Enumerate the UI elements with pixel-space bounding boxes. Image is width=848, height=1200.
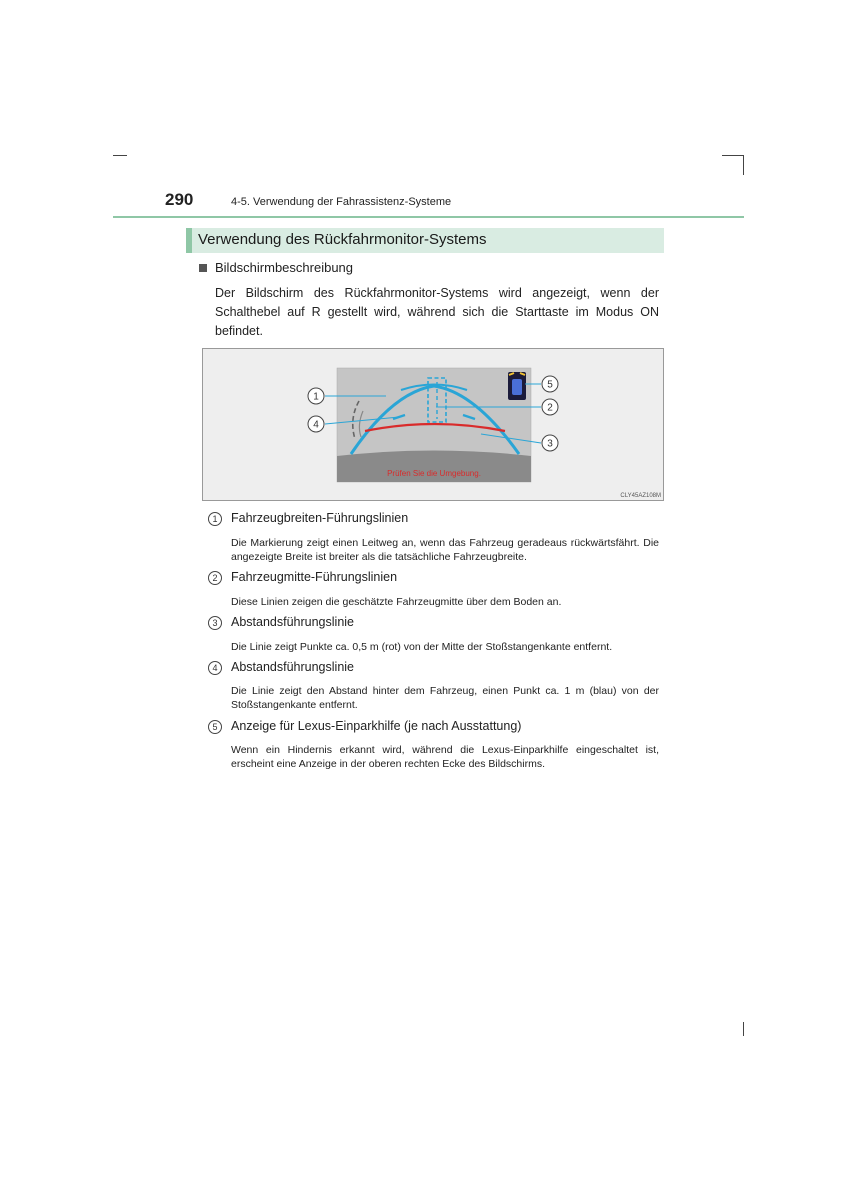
legend-desc-1: Die Markierung zeigt einen Leitweg an, wenn das Fahrzeug geradeaus rückwärtsfährt. Die angezeigte Breite ist breiter als die tatsächliche Fahrzeugbreite. xyxy=(231,537,659,563)
legend-title-4: Abstandsführungslinie xyxy=(231,660,354,674)
legend-title-2: Fahrzeugmitte-Führungslinien xyxy=(231,570,398,584)
callout-4 xyxy=(308,416,324,432)
callout-1 xyxy=(308,388,324,404)
svg-text:4: 4 xyxy=(313,419,319,431)
callout-2 xyxy=(542,399,558,415)
legend-number-4: 4 xyxy=(208,661,222,675)
legend-number-1: 1 xyxy=(208,512,222,526)
figure-code: CLY45AZ108M xyxy=(620,493,661,499)
legend-desc-2: Diese Linien zeigen die geschätzte Fahrzeugmitte über dem Boden an. xyxy=(231,596,562,608)
legend-number-3: 3 xyxy=(208,616,222,630)
chapter-title: 4-5. Verwendung der Fahrassistenz-Systeme xyxy=(231,196,452,208)
crop-mark-top-left xyxy=(113,155,127,156)
subheading: Bildschirmbeschreibung xyxy=(215,260,354,275)
intro-paragraph: Der Bildschirm des Rückfahrmonitor-Systems wird angezeigt, wenn der Schalthebel auf R gestellt wird, während sich die Starttaste im Modus ON befindet. xyxy=(215,286,659,338)
svg-text:1: 1 xyxy=(313,391,319,403)
parking-assist-icon xyxy=(508,372,526,400)
legend-title-5: Anzeige für Lexus-Einparkhilfe (je nach Ausstattung) xyxy=(231,719,522,733)
legend-desc-4: Die Linie zeigt den Abstand hinter dem Fahrzeug, einen Punkt ca. 1 m (blau) von der Stoßstangenkante entfernt. xyxy=(231,685,659,711)
section-title: Verwendung des Rückfahrmonitor-Systems xyxy=(198,231,487,248)
legend-desc-3: Die Linie zeigt Punkte ca. 0,5 m (rot) von der Mitte der Stoßstangenkante entfernt. xyxy=(231,641,613,653)
legend-title-1: Fahrzeugbreiten-Führungslinien xyxy=(231,511,409,525)
page-number: 290 xyxy=(165,190,194,209)
camera-screen-figure xyxy=(202,348,664,501)
svg-text:5: 5 xyxy=(547,379,553,391)
svg-text:3: 3 xyxy=(547,438,553,450)
screen-caption: Prüfen Sie die Umgebung. xyxy=(387,469,481,478)
legend-number-2: 2 xyxy=(208,571,222,585)
crop-mark-top-right-h xyxy=(722,155,744,156)
section-header xyxy=(186,228,664,253)
legend-title-3: Abstandsführungslinie xyxy=(231,615,354,629)
bullet-square-icon xyxy=(199,264,207,272)
legend-desc-5: Wenn ein Hindernis erkannt wird, während die Lexus-Einparkhilfe eingeschaltet ist, erscheint eine Anzeige in der oberen rechten Ecke des Bildschirms. xyxy=(231,744,659,770)
rear-camera-diagram xyxy=(203,349,665,502)
svg-text:2: 2 xyxy=(547,402,553,414)
header-divider xyxy=(113,216,744,218)
callout-5 xyxy=(542,376,558,392)
crop-mark-bottom-right xyxy=(743,1022,744,1036)
callout-3 xyxy=(542,435,558,451)
crop-mark-top-right-v xyxy=(743,155,744,175)
legend-number-5: 5 xyxy=(208,720,222,734)
